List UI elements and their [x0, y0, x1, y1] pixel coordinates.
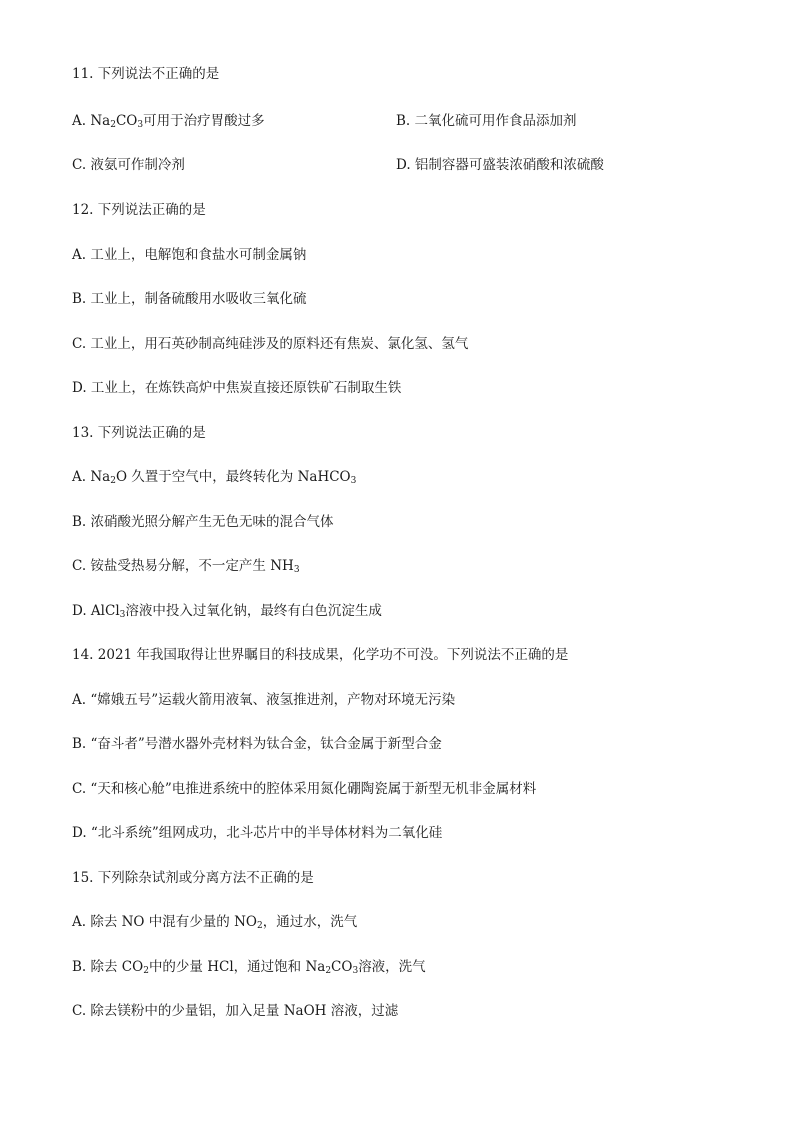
- question-15-option-a: A. 除去 NO 中混有少量的 $NO_2$，通过水，洗气: [72, 914, 358, 931]
- question-14-option-a: A. “嫦娥五号”运载火箭用液氧、液氢推进剂，产物对环境无污染: [72, 692, 456, 708]
- question-11-option-a: A. $Na_2CO_3$可用于治疗胃酸过多: [72, 113, 265, 130]
- question-12-option-a: A. 工业上，电解饱和食盐水可制金属钠: [72, 247, 307, 263]
- question-12-option-d: D. 工业上，在炼铁高炉中焦炭直接还原铁矿石制取生铁: [72, 380, 402, 396]
- question-11-option-b: B. 二氧化硫可用作食品添加剂: [396, 113, 577, 129]
- question-12-option-c: C. 工业上，用石英砂制高纯硅涉及的原料还有焦炭、氯化氢、氢气: [72, 336, 469, 352]
- question-11-option-c: C. 液氨可作制冷剂: [72, 157, 185, 173]
- question-11-stem: 11. 下列说法不正确的是: [72, 66, 220, 82]
- question-14-option-b: B. “奋斗者”号潜水器外壳材料为钛合金，钛合金属于新型合金: [72, 736, 442, 752]
- question-13-option-a: A. $Na_2O$ 久置于空气中，最终转化为 NaHCO$_3$: [72, 469, 357, 486]
- question-13-option-d: D. AlCl$_3$溶液中投入过氧化钠，最终有白色沉淀生成: [72, 603, 382, 620]
- question-15-option-b: B. 除去 $CO_2$中的少量 HCl，通过饱和 $Na_2CO_3$溶液，洗气: [72, 959, 426, 976]
- question-13-option-c: C. 铵盐受热易分解，不一定产生 $NH_3$: [72, 558, 300, 575]
- question-13-option-b: B. 浓硝酸光照分解产生无色无味的混合气体: [72, 514, 334, 530]
- question-12-stem: 12. 下列说法正确的是: [72, 202, 206, 218]
- question-13-stem: 13. 下列说法正确的是: [72, 425, 206, 441]
- question-14-option-c: C. “天和核心舱”电推进系统中的腔体采用氮化硼陶瓷属于新型无机非金属材料: [72, 781, 537, 797]
- question-15-stem: 15. 下列除杂试剂或分离方法不正确的是: [72, 870, 314, 886]
- question-14-stem: 14. 2021 年我国取得让世界瞩目的科技成果，化学功不可没。下列说法不正确的是: [72, 647, 569, 663]
- question-14-option-d: D. “北斗系统”组网成功，北斗芯片中的半导体材料为二氧化硅: [72, 825, 443, 841]
- question-12-option-b: B. 工业上，制备硫酸用水吸收三氧化硫: [72, 291, 307, 307]
- question-11-option-d: D. 铝制容器可盛装浓硝酸和浓硫酸: [396, 157, 604, 173]
- question-15-option-c: C. 除去镁粉中的少量铝，加入足量 NaOH 溶液，过滤: [72, 1003, 399, 1019]
